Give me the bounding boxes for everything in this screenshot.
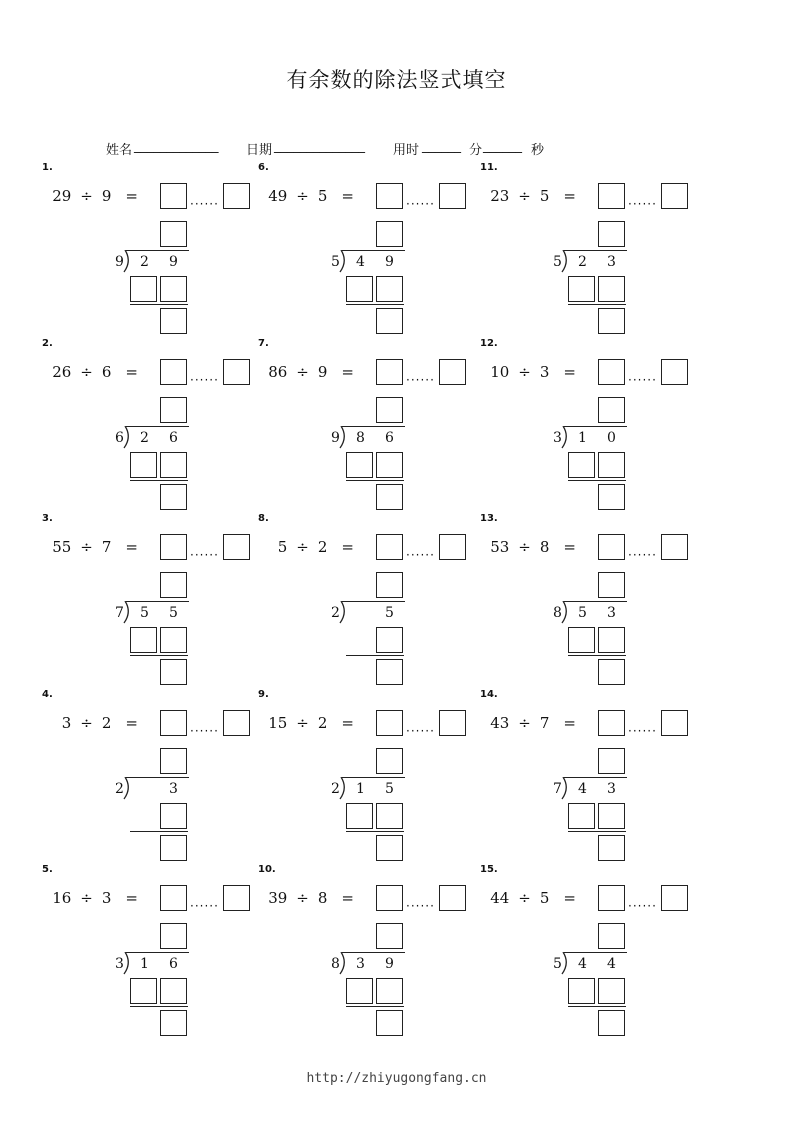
remainder-dots: ······: [406, 548, 435, 562]
remainder-box[interactable]: [598, 659, 625, 685]
problem: [42, 513, 272, 688]
equals-sign: =: [563, 714, 576, 732]
remainder-answer-box[interactable]: [661, 359, 688, 385]
product-ones-box[interactable]: [376, 276, 403, 302]
divide-sign: ÷: [518, 889, 531, 907]
division-bar: [126, 601, 189, 602]
dividend: 10: [490, 363, 510, 381]
long-division-divisor: 8: [331, 956, 340, 972]
long-division-divisor: 9: [115, 254, 124, 270]
equals-sign: =: [341, 538, 354, 556]
divisor: 7: [101, 538, 112, 556]
division-bar: [564, 250, 627, 251]
product-ones-box[interactable]: [598, 627, 625, 653]
division-bar: [126, 777, 189, 778]
equation: [268, 707, 366, 739]
divisor: 2: [101, 714, 112, 732]
equals-sign: =: [125, 538, 138, 556]
divide-sign: ÷: [80, 538, 93, 556]
remainder-box[interactable]: [376, 1010, 403, 1036]
page-title: 有余数的除法竖式填空: [286, 68, 507, 92]
product-ones-box[interactable]: [376, 978, 403, 1004]
product-tens-box[interactable]: [346, 803, 373, 829]
dividend: 29: [52, 187, 72, 205]
problem: [480, 689, 710, 864]
remainder-dots: ······: [628, 197, 657, 211]
divisor: 7: [539, 714, 550, 732]
product-ones-box[interactable]: [160, 803, 187, 829]
divide-sign: ÷: [296, 363, 309, 381]
equation: [268, 882, 366, 914]
quotient-answer-box[interactable]: [376, 534, 403, 560]
product-ones-box[interactable]: [160, 276, 187, 302]
subtraction-line: [346, 831, 404, 832]
problem-number: 9.: [258, 689, 269, 700]
remainder-dots: ······: [406, 899, 435, 913]
remainder-answer-box[interactable]: [223, 710, 250, 736]
subtraction-line: [130, 655, 188, 656]
divide-sign: ÷: [80, 187, 93, 205]
subtraction-line: [346, 304, 404, 305]
equation: [490, 180, 588, 212]
subtraction-line: [568, 831, 626, 832]
long-division-divisor: 2: [331, 605, 340, 621]
remainder-box[interactable]: [376, 835, 403, 861]
equation: [52, 356, 150, 388]
dividend: 16: [52, 889, 72, 907]
divisor: 3: [101, 889, 112, 907]
equals-sign: =: [341, 714, 354, 732]
product-tens-box[interactable]: [568, 978, 595, 1004]
divisor: 6: [101, 363, 112, 381]
long-division-divisor: 5: [553, 956, 562, 972]
long-division-quotient-box[interactable]: [160, 748, 187, 774]
long-division-quotient-box[interactable]: [376, 572, 403, 598]
divide-sign: ÷: [296, 714, 309, 732]
remainder-answer-box[interactable]: [439, 183, 466, 209]
quotient-answer-box[interactable]: [160, 183, 187, 209]
equation: [62, 707, 150, 739]
divisor: 5: [317, 187, 328, 205]
problem-number: 10.: [258, 864, 276, 875]
remainder-dots: ······: [190, 899, 219, 913]
dividend: 15: [268, 714, 288, 732]
equation: [52, 180, 150, 212]
long-division-quotient-box[interactable]: [160, 221, 187, 247]
long-division-quotient-box[interactable]: [376, 923, 403, 949]
remainder-box[interactable]: [160, 484, 187, 510]
product-ones-box[interactable]: [160, 627, 187, 653]
equation: [490, 707, 588, 739]
long-division-quotient-box[interactable]: [376, 397, 403, 423]
equals-sign: =: [125, 889, 138, 907]
quotient-answer-box[interactable]: [598, 885, 625, 911]
remainder-answer-box[interactable]: [661, 710, 688, 736]
product-tens-box[interactable]: [346, 978, 373, 1004]
remainder-answer-box[interactable]: [439, 710, 466, 736]
dividend-ones-digit: 3: [607, 254, 616, 270]
equals-sign: =: [563, 538, 576, 556]
problem-number: 7.: [258, 338, 269, 349]
dividend-ones-digit: 6: [385, 430, 394, 446]
subtraction-line: [130, 831, 188, 832]
problem: [258, 338, 488, 513]
remainder-dots: ······: [190, 724, 219, 738]
dividend-ones-digit: 4: [607, 956, 616, 972]
dividend-tens-digit: 5: [578, 605, 587, 621]
division-bar: [342, 952, 405, 953]
dividend-tens-digit: 4: [356, 254, 365, 270]
long-division-quotient-box[interactable]: [160, 572, 187, 598]
problem-number: 2.: [42, 338, 53, 349]
dividend-ones-digit: 3: [607, 605, 616, 621]
long-division-quotient-box[interactable]: [376, 221, 403, 247]
equation: [52, 531, 150, 563]
division-bar: [564, 426, 627, 427]
problem-number: 13.: [480, 513, 498, 524]
remainder-box[interactable]: [598, 308, 625, 334]
long-division-divisor: 7: [553, 781, 562, 797]
equals-sign: =: [341, 889, 354, 907]
quotient-answer-box[interactable]: [598, 359, 625, 385]
remainder-dots: ······: [406, 197, 435, 211]
quotient-answer-box[interactable]: [598, 183, 625, 209]
product-ones-box[interactable]: [160, 452, 187, 478]
remainder-box[interactable]: [160, 835, 187, 861]
long-division-divisor: 6: [115, 430, 124, 446]
seconds-field[interactable]: ______: [483, 139, 522, 154]
remainder-box[interactable]: [376, 484, 403, 510]
remainder-answer-box[interactable]: [223, 885, 250, 911]
quotient-answer-box[interactable]: [376, 885, 403, 911]
minutes-label: 分: [469, 143, 483, 158]
long-division-quotient-box[interactable]: [598, 748, 625, 774]
division-bar: [564, 777, 627, 778]
dividend-tens-digit: 2: [140, 254, 149, 270]
problem: [42, 864, 272, 1039]
quotient-answer-box[interactable]: [598, 534, 625, 560]
problem: [480, 513, 710, 688]
dividend: 26: [52, 363, 72, 381]
division-bar: [126, 426, 189, 427]
divide-sign: ÷: [296, 538, 309, 556]
product-ones-box[interactable]: [598, 978, 625, 1004]
quotient-answer-box[interactable]: [160, 885, 187, 911]
time-label: 用时: [393, 143, 420, 158]
remainder-dots: ······: [628, 373, 657, 387]
product-tens-box[interactable]: [130, 627, 157, 653]
problem-number: 3.: [42, 513, 53, 524]
remainder-box[interactable]: [598, 835, 625, 861]
divide-sign: ÷: [518, 538, 531, 556]
dividend: 39: [268, 889, 288, 907]
equals-sign: =: [341, 363, 354, 381]
product-ones-box[interactable]: [376, 452, 403, 478]
remainder-dots: ······: [190, 197, 219, 211]
dividend-tens-digit: 2: [140, 430, 149, 446]
dividend-ones-digit: 5: [169, 605, 178, 621]
product-ones-box[interactable]: [598, 803, 625, 829]
problem-number: 4.: [42, 689, 53, 700]
long-division-quotient-box[interactable]: [376, 748, 403, 774]
long-division-divisor: 2: [115, 781, 124, 797]
divisor: 8: [317, 889, 328, 907]
product-tens-box[interactable]: [346, 276, 373, 302]
divide-sign: ÷: [296, 187, 309, 205]
problem-number: 15.: [480, 864, 498, 875]
dividend-ones-digit: 5: [385, 605, 394, 621]
divisor: 5: [539, 187, 550, 205]
division-bar: [342, 601, 405, 602]
problem-number: 12.: [480, 338, 498, 349]
remainder-box[interactable]: [160, 308, 187, 334]
product-ones-box[interactable]: [376, 803, 403, 829]
quotient-answer-box[interactable]: [598, 710, 625, 736]
product-tens-box[interactable]: [130, 452, 157, 478]
equals-sign: =: [125, 187, 138, 205]
remainder-answer-box[interactable]: [223, 359, 250, 385]
equals-sign: =: [341, 187, 354, 205]
problem: [42, 689, 272, 864]
problem: [480, 864, 710, 1039]
dividend: 3: [61, 714, 72, 732]
division-bar: [564, 601, 627, 602]
equals-sign: =: [563, 363, 576, 381]
dividend-ones-digit: 5: [385, 781, 394, 797]
division-bar: [342, 777, 405, 778]
subtraction-line: [130, 304, 188, 305]
dividend-tens-digit: 4: [578, 781, 587, 797]
subtraction-line: [568, 480, 626, 481]
dividend-tens-digit: 5: [140, 605, 149, 621]
dividend-ones-digit: 9: [385, 254, 394, 270]
remainder-answer-box[interactable]: [661, 183, 688, 209]
problem-number: 11.: [480, 162, 498, 173]
problem: [258, 162, 488, 337]
long-division-quotient-box[interactable]: [598, 221, 625, 247]
long-division-quotient-box[interactable]: [598, 572, 625, 598]
remainder-dots: ······: [628, 548, 657, 562]
dividend: 5: [277, 538, 288, 556]
long-division-divisor: 5: [331, 254, 340, 270]
problem-number: 14.: [480, 689, 498, 700]
remainder-box[interactable]: [376, 659, 403, 685]
dividend-ones-digit: 3: [607, 781, 616, 797]
divisor: 5: [539, 889, 550, 907]
dividend: 43: [490, 714, 510, 732]
dividend: 49: [268, 187, 288, 205]
problem: [480, 338, 710, 513]
dividend-ones-digit: 0: [607, 430, 616, 446]
subtraction-line: [346, 655, 404, 656]
equals-sign: =: [125, 363, 138, 381]
subtraction-line: [568, 1006, 626, 1007]
quotient-answer-box[interactable]: [376, 183, 403, 209]
equals-sign: =: [563, 187, 576, 205]
equation: [268, 356, 366, 388]
remainder-box[interactable]: [160, 659, 187, 685]
dividend-tens-digit: 2: [578, 254, 587, 270]
name-field[interactable]: _____________: [134, 139, 219, 154]
divisor: 9: [317, 363, 328, 381]
problem-number: 8.: [258, 513, 269, 524]
product-tens-box[interactable]: [568, 452, 595, 478]
dividend-ones-digit: 9: [385, 956, 394, 972]
divisor: 2: [317, 538, 328, 556]
quotient-answer-box[interactable]: [160, 534, 187, 560]
remainder-dots: ······: [190, 373, 219, 387]
problem: [258, 864, 488, 1039]
long-division-divisor: 8: [553, 605, 562, 621]
seconds-label: 秒: [531, 143, 545, 158]
dividend-ones-digit: 6: [169, 430, 178, 446]
subtraction-line: [130, 1006, 188, 1007]
division-bar: [342, 426, 405, 427]
long-division-divisor: 5: [553, 254, 562, 270]
problem: [258, 513, 488, 688]
divisor: 8: [539, 538, 550, 556]
remainder-box[interactable]: [160, 1010, 187, 1036]
equals-sign: =: [563, 889, 576, 907]
divisor: 9: [101, 187, 112, 205]
problem-number: 1.: [42, 162, 53, 173]
problem: [258, 689, 488, 864]
long-division-quotient-box[interactable]: [160, 923, 187, 949]
long-division-divisor: 9: [331, 430, 340, 446]
date-label: 日期: [246, 143, 273, 158]
subtraction-line: [130, 480, 188, 481]
remainder-box[interactable]: [598, 1010, 625, 1036]
name-label: 姓名: [106, 143, 133, 158]
equation: [490, 882, 588, 914]
dividend-tens-digit: 8: [356, 430, 365, 446]
remainder-dots: ······: [190, 548, 219, 562]
product-ones-box[interactable]: [598, 276, 625, 302]
divide-sign: ÷: [518, 363, 531, 381]
dividend-tens-digit: 1: [578, 430, 587, 446]
divide-sign: ÷: [296, 889, 309, 907]
quotient-answer-box[interactable]: [376, 359, 403, 385]
remainder-answer-box[interactable]: [439, 534, 466, 560]
quotient-answer-box[interactable]: [160, 710, 187, 736]
dividend: 55: [52, 538, 72, 556]
problem: [42, 338, 272, 513]
subtraction-line: [568, 655, 626, 656]
divide-sign: ÷: [518, 187, 531, 205]
product-tens-box[interactable]: [568, 627, 595, 653]
date-field[interactable]: ______________: [274, 139, 365, 154]
subtraction-line: [346, 1006, 404, 1007]
divide-sign: ÷: [80, 714, 93, 732]
dividend-tens-digit: 1: [356, 781, 365, 797]
remainder-answer-box[interactable]: [223, 183, 250, 209]
dividend-ones-digit: 9: [169, 254, 178, 270]
divide-sign: ÷: [518, 714, 531, 732]
remainder-dots: ······: [628, 724, 657, 738]
minutes-field[interactable]: ______: [422, 139, 461, 154]
divide-sign: ÷: [80, 889, 93, 907]
long-division-quotient-box[interactable]: [160, 397, 187, 423]
equation: [52, 882, 150, 914]
long-division-quotient-box[interactable]: [598, 923, 625, 949]
problem-number: 6.: [258, 162, 269, 173]
product-tens-box[interactable]: [346, 452, 373, 478]
division-bar: [126, 250, 189, 251]
remainder-answer-box[interactable]: [661, 885, 688, 911]
quotient-answer-box[interactable]: [160, 359, 187, 385]
remainder-dots: ······: [628, 899, 657, 913]
product-ones-box[interactable]: [160, 978, 187, 1004]
equation: [490, 531, 588, 563]
divisor: 3: [539, 363, 550, 381]
product-tens-box[interactable]: [130, 978, 157, 1004]
subtraction-line: [346, 480, 404, 481]
dividend: 44: [490, 889, 510, 907]
product-tens-box[interactable]: [130, 276, 157, 302]
equals-sign: =: [125, 714, 138, 732]
long-division-quotient-box[interactable]: [598, 397, 625, 423]
quotient-answer-box[interactable]: [376, 710, 403, 736]
dividend-ones-digit: 6: [169, 956, 178, 972]
remainder-answer-box[interactable]: [439, 885, 466, 911]
remainder-dots: ······: [406, 373, 435, 387]
equation: [278, 531, 366, 563]
dividend: 86: [268, 363, 288, 381]
remainder-answer-box[interactable]: [439, 359, 466, 385]
product-ones-box[interactable]: [598, 452, 625, 478]
dividend-tens-digit: 4: [578, 956, 587, 972]
remainder-box[interactable]: [376, 308, 403, 334]
remainder-answer-box[interactable]: [223, 534, 250, 560]
problem: [42, 162, 272, 337]
remainder-dots: ······: [406, 724, 435, 738]
problem-number: 5.: [42, 864, 53, 875]
long-division-divisor: 3: [553, 430, 562, 446]
equation: [268, 180, 366, 212]
equation: [490, 356, 588, 388]
long-division-divisor: 3: [115, 956, 124, 972]
product-ones-box[interactable]: [376, 627, 403, 653]
divisor: 2: [317, 714, 328, 732]
product-tens-box[interactable]: [568, 276, 595, 302]
division-bar: [342, 250, 405, 251]
division-bar: [126, 952, 189, 953]
footer-url: http://zhiyugongfang.cn: [306, 1071, 487, 1086]
dividend: 53: [490, 538, 510, 556]
remainder-box[interactable]: [598, 484, 625, 510]
subtraction-line: [568, 304, 626, 305]
dividend: 23: [490, 187, 510, 205]
problem: [480, 162, 710, 337]
remainder-answer-box[interactable]: [661, 534, 688, 560]
long-division-divisor: 7: [115, 605, 124, 621]
dividend-tens-digit: 1: [140, 956, 149, 972]
long-division-divisor: 2: [331, 781, 340, 797]
division-bar: [564, 952, 627, 953]
dividend-ones-digit: 3: [169, 781, 178, 797]
divide-sign: ÷: [80, 363, 93, 381]
dividend-tens-digit: 3: [356, 956, 365, 972]
product-tens-box[interactable]: [568, 803, 595, 829]
